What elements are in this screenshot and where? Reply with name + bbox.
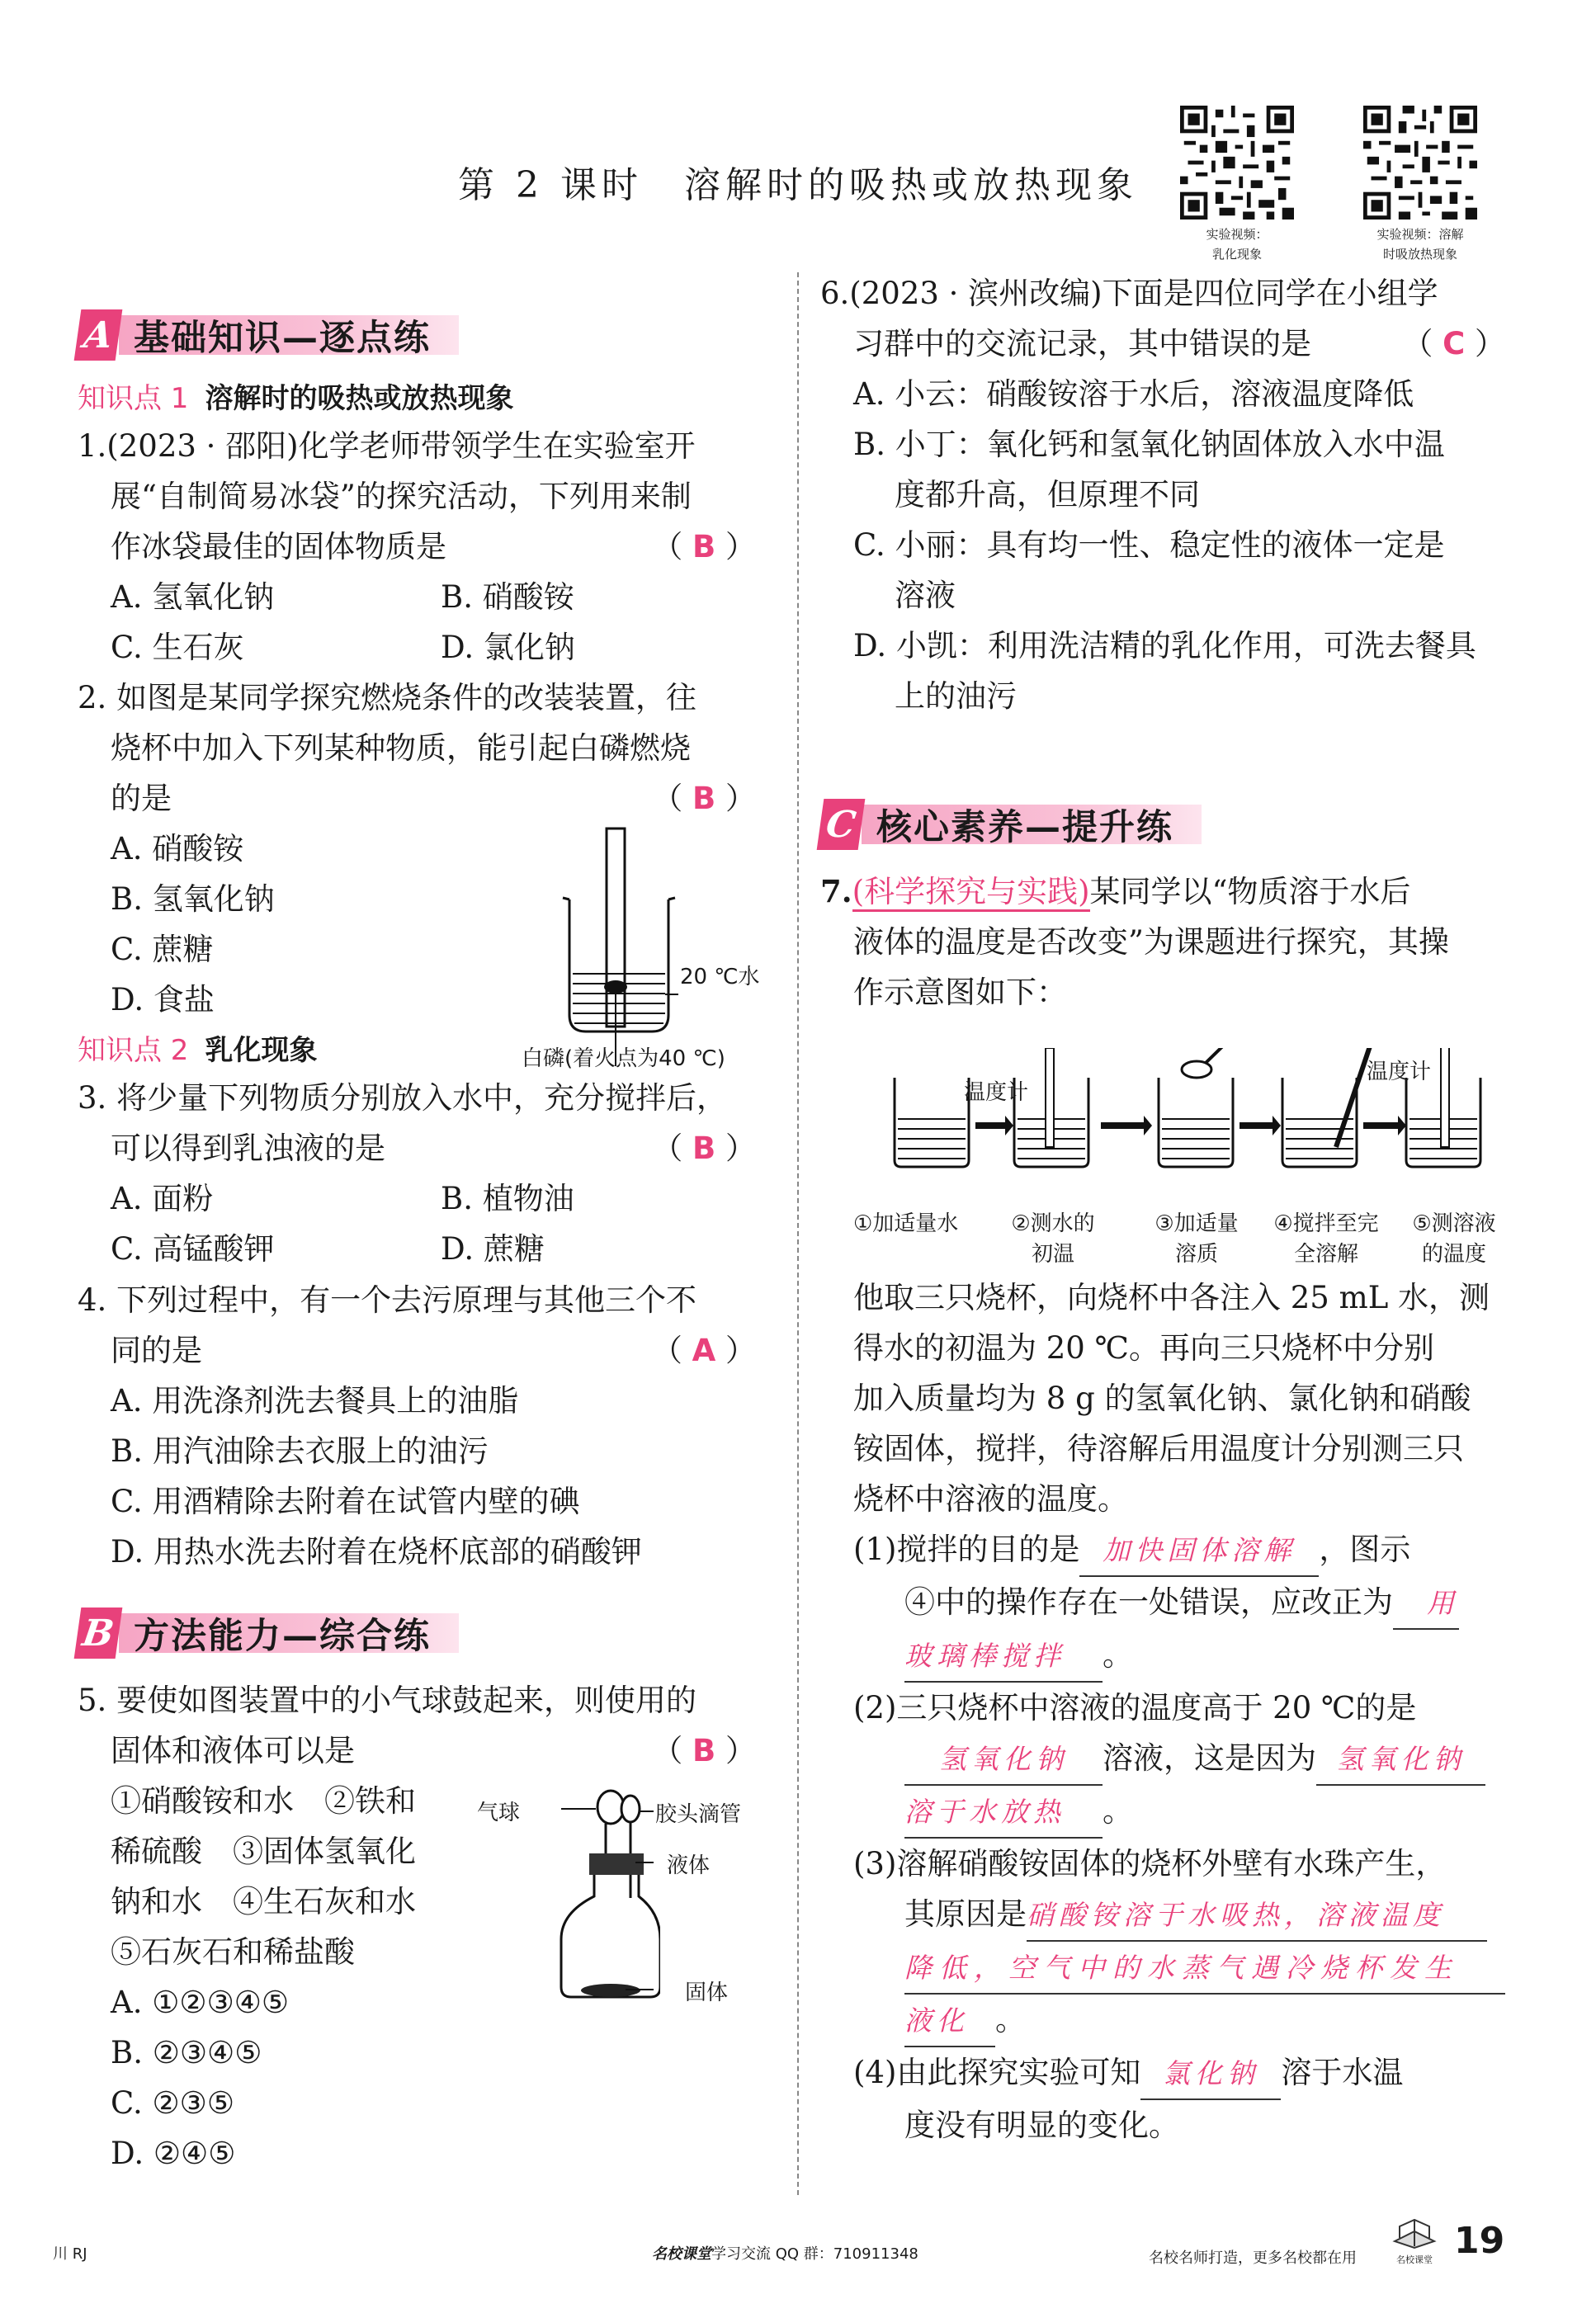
subq-4-line2: 度没有明显的变化。 [904, 2108, 1179, 2143]
option-c: C. 生石灰 [111, 630, 244, 665]
subq-2-line3 [853, 1786, 1505, 1839]
answer-bracket: （ B ） [652, 1131, 756, 1166]
step-label-4 [1264, 1206, 1388, 1268]
qr-caption-line: 实验视频：溶解 [1376, 227, 1464, 242]
footer-edition: 川 RJ [53, 2245, 87, 2263]
options-row [78, 1173, 756, 1224]
subq-text: 溶液，这是因为 [1103, 1740, 1316, 1776]
option-c: C. 用酒精除去附着在试管内壁的碘 [111, 1484, 580, 1519]
page-title: 第 2 课时 溶解时的吸热或放热现象 [458, 164, 1138, 206]
question-tag: (科学探究与实践) [852, 874, 1090, 912]
choice-list: 稀硫酸 ③固体氢氧化 [111, 1834, 416, 1869]
subq-text: ④中的操作存在一处错误，应改正为 [904, 1584, 1393, 1620]
option-b: B. 硝酸铵 [441, 579, 574, 615]
answer-blank: 溶于水放热 [904, 1796, 1065, 1828]
step-label-1: ①加适量水 [853, 1211, 959, 1236]
option-b-cont: 度都升高，但原理不同 [895, 477, 1200, 512]
question-7-body [853, 1272, 1505, 2150]
option-a: A. 小云：硝酸铵溶于水后，溶液温度降低 [853, 376, 1414, 412]
answer-blank: 硝酸铵溶于水吸热，溶液温度 [1027, 1899, 1445, 1931]
column-divider [797, 272, 799, 2195]
question-text-last [78, 773, 756, 824]
subq-2-line1: (2)三只烧杯中溶液的温度高于 20 ℃的是 [853, 1690, 1417, 1726]
answer-bracket: （ A ） [651, 1333, 756, 1368]
option-d: D. 氯化钠 [441, 630, 575, 665]
option-c: C. ②③⑤ [111, 2085, 235, 2121]
option-b: B. 小丁：氧化钙和氢氧化钠固体放入水中温 [853, 427, 1445, 462]
question-1 [78, 421, 756, 673]
subq-text: (1)搅拌的目的是 [853, 1532, 1080, 1567]
thermometer-5 [1441, 1048, 1449, 1147]
option-d: D. 小凯：利用洗洁精的乳化作用，可洗去餐具 [853, 628, 1476, 663]
paragraph-line: 他取三只烧杯，向烧杯中各注入 25 mL 水，测 [853, 1280, 1490, 1315]
section-title: 方法能力—综合练 [119, 1613, 459, 1653]
question-3 [78, 1073, 756, 1274]
figure-label-water: 20 ℃水 [680, 965, 760, 989]
knowledge-point-label: 知识点 1 [78, 382, 189, 415]
option-d: D. 用热水洗去附着在烧杯底部的硝酸钾 [111, 1534, 642, 1570]
question-text-first [820, 866, 1505, 917]
section-badge: A [74, 309, 123, 361]
question-text: 2. 如图是某同学探究燃烧条件的改装装置，往 [78, 680, 697, 715]
option-b: B. 氢氧化钠 [111, 881, 275, 917]
question-text: 1.(2023 · 邵阳)化学老师带领学生在实验室开 [78, 428, 696, 464]
subq-4-line1 [853, 2047, 1505, 2100]
footer-brand: 名校课堂 [652, 2245, 711, 2263]
question-text: 液体的温度是否改变”为课题进行探究，其操 [853, 924, 1449, 960]
footer-center [652, 2242, 918, 2264]
subq-3-line1: (3)溶解硝酸铵固体的烧杯外壁有水珠产生， [853, 1846, 1447, 1881]
question-7 [820, 866, 1505, 1017]
qr-code-2[interactable] [1363, 106, 1477, 223]
white-phosphorus [604, 980, 627, 994]
paragraph-line: 铵固体，搅拌，待溶解后用温度计分别测三只 [853, 1431, 1464, 1466]
subq-text: 。 [1103, 1793, 1133, 1829]
knowledge-point-title: 溶解时的吸热或放热现象 [205, 382, 514, 415]
answer-blank: 加快固体溶解 [1103, 1534, 1296, 1566]
paragraph-line: 加入质量均为 8 g 的氢氧化钠、氯化钠和硝酸 [853, 1381, 1471, 1416]
question-text: 烧杯中加入下列某种物质，能引起白磷燃烧 [111, 730, 691, 766]
answer-blank: 降低，空气中的水蒸气遇冷烧杯发生 [904, 1952, 1459, 1984]
qr-caption-line: 乳化现象 [1211, 247, 1262, 262]
question-text-last [78, 522, 756, 572]
answer-bracket: （ B ） [652, 529, 756, 564]
option-c: C. 蔗糖 [111, 932, 214, 967]
beaker-step-1 [895, 1078, 969, 1167]
options-row [78, 622, 756, 673]
option-b: B. 用汽油除去衣服上的油污 [111, 1433, 489, 1469]
section-badge: B [74, 1607, 123, 1659]
option-d: D. 蔗糖 [441, 1231, 545, 1267]
options-row [78, 1224, 756, 1274]
answer: A [692, 1333, 716, 1368]
answer-blank: 液化 [904, 2004, 969, 2037]
publisher-logo [1390, 2216, 1439, 2265]
section-badge: C [817, 799, 866, 850]
question-text: 6.(2023 · 滨州改编)下面是四位同学在小组学 [820, 276, 1438, 311]
answer: B [692, 1131, 716, 1166]
question-text: 习群中的交流记录，其中错误的是 [853, 326, 1311, 361]
choice-list: ⑤石灰石和稀盐酸 [111, 1934, 355, 1970]
step-label-2 [995, 1206, 1111, 1268]
thermometer-2 [1046, 1048, 1054, 1147]
step-label-line: 溶质 [1174, 1242, 1218, 1267]
subq-1-line1 [853, 1524, 1505, 1577]
question-text: 5. 要使如图装置中的小气球鼓起来，则使用的 [78, 1683, 697, 1718]
step-label-3 [1139, 1206, 1254, 1268]
qr-caption-line: 时吸放热现象 [1382, 247, 1457, 262]
subq-text: 。 [1103, 1637, 1133, 1673]
step-label-line: ④搅拌至完 [1273, 1211, 1379, 1236]
answer: C [1443, 326, 1466, 361]
step-label-line: 全溶解 [1293, 1242, 1358, 1267]
page-number: 19 [1454, 2220, 1505, 2262]
subq-3-line3 [853, 1942, 1505, 1995]
qr-code-icon [1180, 106, 1294, 220]
question-number: 7. [820, 873, 852, 909]
question-text: 作冰袋最佳的固体物质是 [111, 529, 446, 564]
answer: B [692, 529, 716, 564]
figure-label-thermometer: 温度计 [1367, 1060, 1432, 1084]
figure-label-balloon: 气球 [477, 1801, 521, 1825]
figure-label-solid: 固体 [685, 1980, 729, 2005]
paragraph-line: 烧杯中溶液的温度。 [853, 1481, 1128, 1517]
option-b: B. 植物油 [441, 1181, 574, 1216]
option-a: A. 面粉 [111, 1181, 214, 1216]
section-title: 基础知识—逐点练 [119, 315, 459, 355]
figure-label-thermometer: 温度计 [964, 1080, 1029, 1105]
knowledge-point-1 [78, 375, 513, 416]
knowledge-point-label: 知识点 2 [78, 1034, 189, 1067]
question-text-last [78, 1726, 756, 1776]
knowledge-point-2 [78, 1027, 317, 1068]
choice-list: ①硝酸铵和水 ②铁和 [111, 1783, 416, 1819]
figure-caption: 白磷(着火点为40 ℃) [522, 1046, 725, 1071]
step-label-line: ②测水的 [1011, 1211, 1095, 1236]
subq-text: (4)由此探究实验可知 [853, 2055, 1141, 2090]
option-c: C. 小丽：具有均一性、稳定性的液体一定是 [853, 527, 1445, 563]
paragraph-line: 得水的初温为 20 ℃。再向三只烧杯中分别 [853, 1330, 1434, 1366]
answer: B [692, 781, 716, 816]
question-text: 展“自制简易冰袋”的探究活动，下列用来制 [111, 479, 692, 514]
answer-blank: 氢氧化钠 [1336, 1743, 1466, 1775]
answer-bracket: （ B ） [652, 781, 756, 816]
step-label-line: ③加适量 [1155, 1211, 1239, 1236]
option-d-cont: 上的油污 [895, 678, 1017, 714]
answer: B [692, 1733, 716, 1768]
spoon [1204, 1048, 1241, 1065]
subq-text: 。 [995, 2002, 1026, 2037]
answer-bracket: （ B ） [652, 1733, 756, 1768]
question-text: 同的是 [111, 1333, 202, 1368]
section-a-header [78, 307, 540, 363]
option-d: D. 食盐 [111, 982, 215, 1017]
footer-qq: 学习交流 QQ 群：710911348 [711, 2245, 918, 2263]
option-a: A. 硝酸铵 [111, 831, 244, 866]
subq-1-line2 [853, 1577, 1505, 1630]
question-text: 3. 将少量下列物质分别放入水中，充分搅拌后， [78, 1080, 728, 1116]
logo-text: 名校课堂 [1396, 2254, 1433, 2265]
answer-blank: 氢氧化钠 [939, 1743, 1068, 1775]
option-c: C. 高锰酸钾 [111, 1231, 275, 1267]
qr-code-1[interactable] [1180, 106, 1294, 223]
section-c-header [820, 796, 1282, 852]
knowledge-point-title: 乳化现象 [205, 1034, 318, 1067]
question-text: 可以得到乳浊液的是 [111, 1131, 385, 1166]
step-label-line: ⑤测溶液 [1412, 1211, 1496, 1236]
beaker [569, 899, 668, 1032]
figure-label-dropper: 胶头滴管 [655, 1802, 742, 1827]
footer-slogan: 名校名师打造，更多名校都在用 [1149, 2250, 1357, 2267]
option-b: B. ②③④⑤ [111, 2035, 262, 2070]
section-title: 核心素养—提升练 [862, 805, 1202, 844]
answer-bracket: （ C ） [1402, 326, 1505, 361]
subq-2-line2 [853, 1733, 1505, 1786]
question-text: 4. 下列过程中，有一个去污原理与其他三个不 [78, 1282, 697, 1318]
question-4 [78, 1275, 756, 1577]
option-a: A. 氢氧化钠 [111, 579, 275, 615]
choice-list: 钠和水 ④生石灰和水 [111, 1884, 416, 1919]
subq-3-line4 [853, 1995, 1505, 2047]
qr-caption-line: 实验视频： [1206, 227, 1268, 242]
section-b-header [78, 1605, 540, 1661]
question-text: 的是 [111, 781, 172, 816]
figure-label-liquid: 液体 [667, 1853, 711, 1878]
question-text-last [78, 1123, 756, 1173]
beaker-step-3 [1159, 1078, 1233, 1167]
book-logo-icon [1390, 2216, 1439, 2250]
option-a: A. ①②③④⑤ [111, 1985, 290, 2020]
subq-3-line2 [853, 1889, 1505, 1942]
question-text-last [78, 1325, 756, 1376]
question-text-last [820, 319, 1505, 369]
question-6 [820, 268, 1505, 721]
answer-blank: 氯化钠 [1162, 2057, 1259, 2089]
option-d: D. ②④⑤ [111, 2136, 236, 2171]
qr-code-icon [1363, 106, 1477, 220]
question-text: 作示意图如下： [853, 975, 1067, 1010]
subq-text: ，图示 [1319, 1532, 1411, 1567]
question-text: 固体和液体可以是 [111, 1733, 355, 1768]
step-label-line: 的温度 [1421, 1242, 1486, 1267]
subq-1-line3 [853, 1630, 1505, 1683]
step-label-5 [1396, 1206, 1512, 1268]
subq-text: 溶于水温 [1281, 2055, 1404, 2090]
answer-blank: 玻璃棒搅拌 [904, 1640, 1065, 1672]
option-a: A. 用洗涤剂洗去餐具上的油脂 [111, 1383, 519, 1419]
answer-blank: 用 [1427, 1587, 1459, 1619]
question-text: 某同学以“物质溶于水后 [1089, 874, 1411, 909]
qr-caption-1 [1171, 224, 1303, 264]
options-row [78, 572, 756, 622]
qr-caption-2 [1354, 224, 1486, 264]
option-c-cont: 溶液 [895, 578, 956, 613]
step-label-line: 初温 [1031, 1242, 1074, 1267]
subq-text: 其原因是 [904, 1896, 1027, 1932]
